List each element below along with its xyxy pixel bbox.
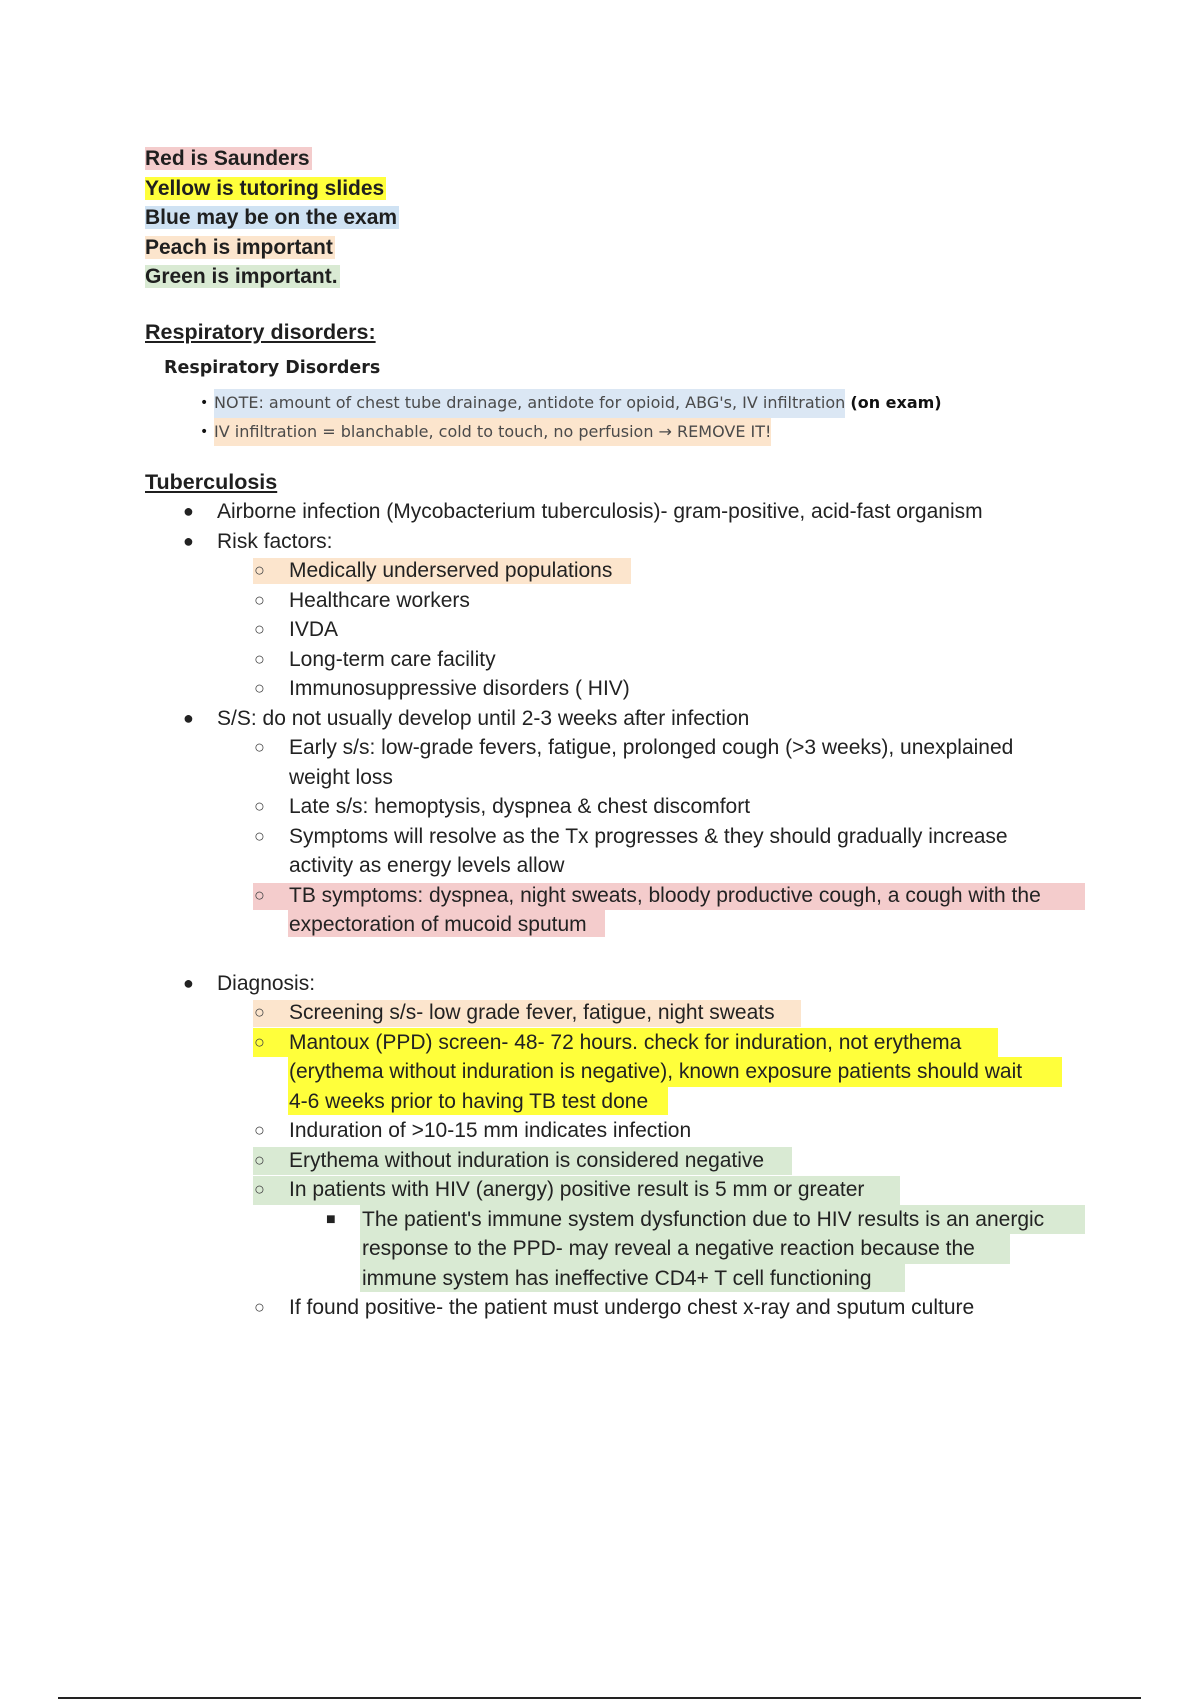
list-item <box>0 1293 1200 1323</box>
ss-late: Late s/s: hemoptysis, dyspnea & chest discomfort <box>289 795 751 818</box>
risk-factors-label: Risk factors: <box>217 529 333 553</box>
color-legend <box>145 144 399 292</box>
legend-red: Red is Saunders <box>145 147 310 170</box>
circle-bullet-icon: ○ <box>254 1002 265 1022</box>
list-item-continuation <box>0 1087 1200 1117</box>
note-iv-infiltration: IV infiltration = blanchable, cold to touch, no perfusion → REMOVE IT! <box>214 418 771 447</box>
ss-tb-line-1: TB symptoms: dyspnea, night sweats, bloody productive cough, a cough with the <box>289 883 1041 907</box>
list-item <box>0 733 1200 763</box>
risk-factor-item: Medically underserved populations <box>289 559 613 582</box>
list-item <box>0 822 1200 852</box>
list-item <box>200 389 942 418</box>
list-item <box>0 645 1200 675</box>
circle-bullet-icon: ○ <box>254 737 265 757</box>
legend-yellow: Yellow is tutoring slides <box>145 176 385 200</box>
list-item <box>0 704 1200 734</box>
list-item-continuation <box>0 1057 1200 1087</box>
circle-bullet-icon: ○ <box>254 796 265 816</box>
dx-mantoux-line-3: 4-6 weeks prior to having TB test done <box>289 1089 649 1113</box>
circle-bullet-icon: ○ <box>254 560 265 580</box>
dx-hiv: In patients with HIV (anergy) positive result is 5 mm or greater <box>289 1178 865 1201</box>
risk-factor-item: Immunosuppressive disorders ( HIV) <box>289 677 630 700</box>
circle-bullet-icon: ○ <box>254 1297 265 1317</box>
ss-tb-line-2: expectoration of mucoid sputum <box>289 913 587 936</box>
list-item <box>0 792 1200 822</box>
legend-peach: Peach is important <box>145 235 333 259</box>
dx-erythema: Erythema without induration is considered negative <box>289 1148 765 1172</box>
circle-bullet-icon: ○ <box>254 589 265 610</box>
legend-green: Green is important. <box>145 265 338 288</box>
list-item <box>0 1146 1200 1176</box>
diagnosis-label: Diagnosis: <box>217 971 316 995</box>
list-item <box>0 1028 1200 1058</box>
circle-bullet-icon: ○ <box>254 619 265 639</box>
list-item-continuation <box>0 1234 1200 1264</box>
circle-bullet-icon: ○ <box>254 678 265 698</box>
circle-bullet-icon: ○ <box>254 1179 265 1199</box>
list-item <box>0 1205 1200 1235</box>
bullet-icon: ● <box>183 501 194 521</box>
dx-induration: Induration of >10-15 mm indicates infection <box>289 1119 692 1142</box>
tuberculosis-heading: Tuberculosis <box>145 470 278 494</box>
circle-bullet-icon: ○ <box>254 825 265 846</box>
dx-screening: Screening s/s- low grade fever, fatigue, night sweats <box>289 1001 775 1024</box>
list-item <box>0 556 1200 586</box>
dx-mantoux-line-2: (erythema without induration is negative), known exposure patients should wait <box>289 1060 1023 1083</box>
tuberculosis-content <box>0 497 1200 1323</box>
list-item <box>0 969 1200 999</box>
risk-factor-item: Healthcare workers <box>289 588 470 612</box>
circle-bullet-icon: ○ <box>254 1149 265 1170</box>
list-item-continuation <box>0 763 1200 793</box>
respiratory-notes <box>200 389 942 446</box>
respiratory-subheading: Respiratory Disorders <box>164 358 381 378</box>
list-item <box>0 881 1200 911</box>
circle-bullet-icon: ○ <box>254 1120 265 1140</box>
list-item <box>200 418 942 447</box>
page-footer-rule <box>58 1697 1141 1699</box>
risk-factor-item: IVDA <box>289 618 339 641</box>
list-item <box>0 1175 1200 1205</box>
ss-resolve-line-1: Symptoms will resolve as the Tx progresses & they should gradually increase <box>289 824 1008 848</box>
legend-blue: Blue may be on the exam <box>145 206 398 229</box>
bullet-icon: • <box>200 423 209 440</box>
bullet-icon: ● <box>183 972 194 993</box>
list-item-continuation <box>0 1264 1200 1294</box>
list-item <box>0 674 1200 704</box>
note-exam-suffix: (on exam) <box>850 393 942 412</box>
dx-positive: If found positive- the patient must undergo chest x-ray and sputum culture <box>289 1296 975 1319</box>
ss-early-line-2: weight loss <box>289 765 393 789</box>
list-item <box>0 998 1200 1028</box>
note-exam: NOTE: amount of chest tube drainage, antidote for opioid, ABG's, IV infiltration <box>214 389 845 418</box>
dx-hiv-sub-line-3: immune system has ineffective CD4+ T cell functioning <box>362 1266 872 1290</box>
airborne-text: Airborne infection (Mycobacterium tuberculosis)- gram-positive, acid-fast organism <box>217 500 983 523</box>
risk-factor-item: Long-term care facility <box>289 647 496 671</box>
list-item <box>0 527 1200 557</box>
circle-bullet-icon: ○ <box>254 884 265 905</box>
bullet-icon: • <box>200 395 209 411</box>
list-item <box>0 1116 1200 1146</box>
square-bullet-icon: ■ <box>326 1210 336 1228</box>
respiratory-heading: Respiratory disorders: <box>145 320 376 344</box>
circle-bullet-icon: ○ <box>254 1031 265 1052</box>
ss-resolve-line-2: activity as energy levels allow <box>289 854 565 877</box>
list-item <box>0 497 1200 527</box>
ss-early-line-1: Early s/s: low-grade fevers, fatigue, prolonged cough (>3 weeks), unexplained <box>289 736 1014 759</box>
dx-hiv-sub-line-2: response to the PPD- may reveal a negative reaction because the <box>362 1237 975 1260</box>
bullet-icon: ● <box>183 530 194 551</box>
list-item-continuation <box>0 910 1200 940</box>
list-item <box>0 615 1200 645</box>
list-item-continuation <box>0 851 1200 881</box>
circle-bullet-icon: ○ <box>254 648 265 669</box>
dx-hiv-sub-line-1: The patient's immune system dysfunction due to HIV results is an anergic <box>362 1207 1045 1231</box>
ss-label: S/S: do not usually develop until 2-3 weeks after infection <box>217 706 750 730</box>
dx-mantoux-line-1: Mantoux (PPD) screen- 48- 72 hours. check for induration, not erythema <box>289 1030 962 1054</box>
bullet-icon: ● <box>183 707 194 728</box>
list-item <box>0 586 1200 616</box>
